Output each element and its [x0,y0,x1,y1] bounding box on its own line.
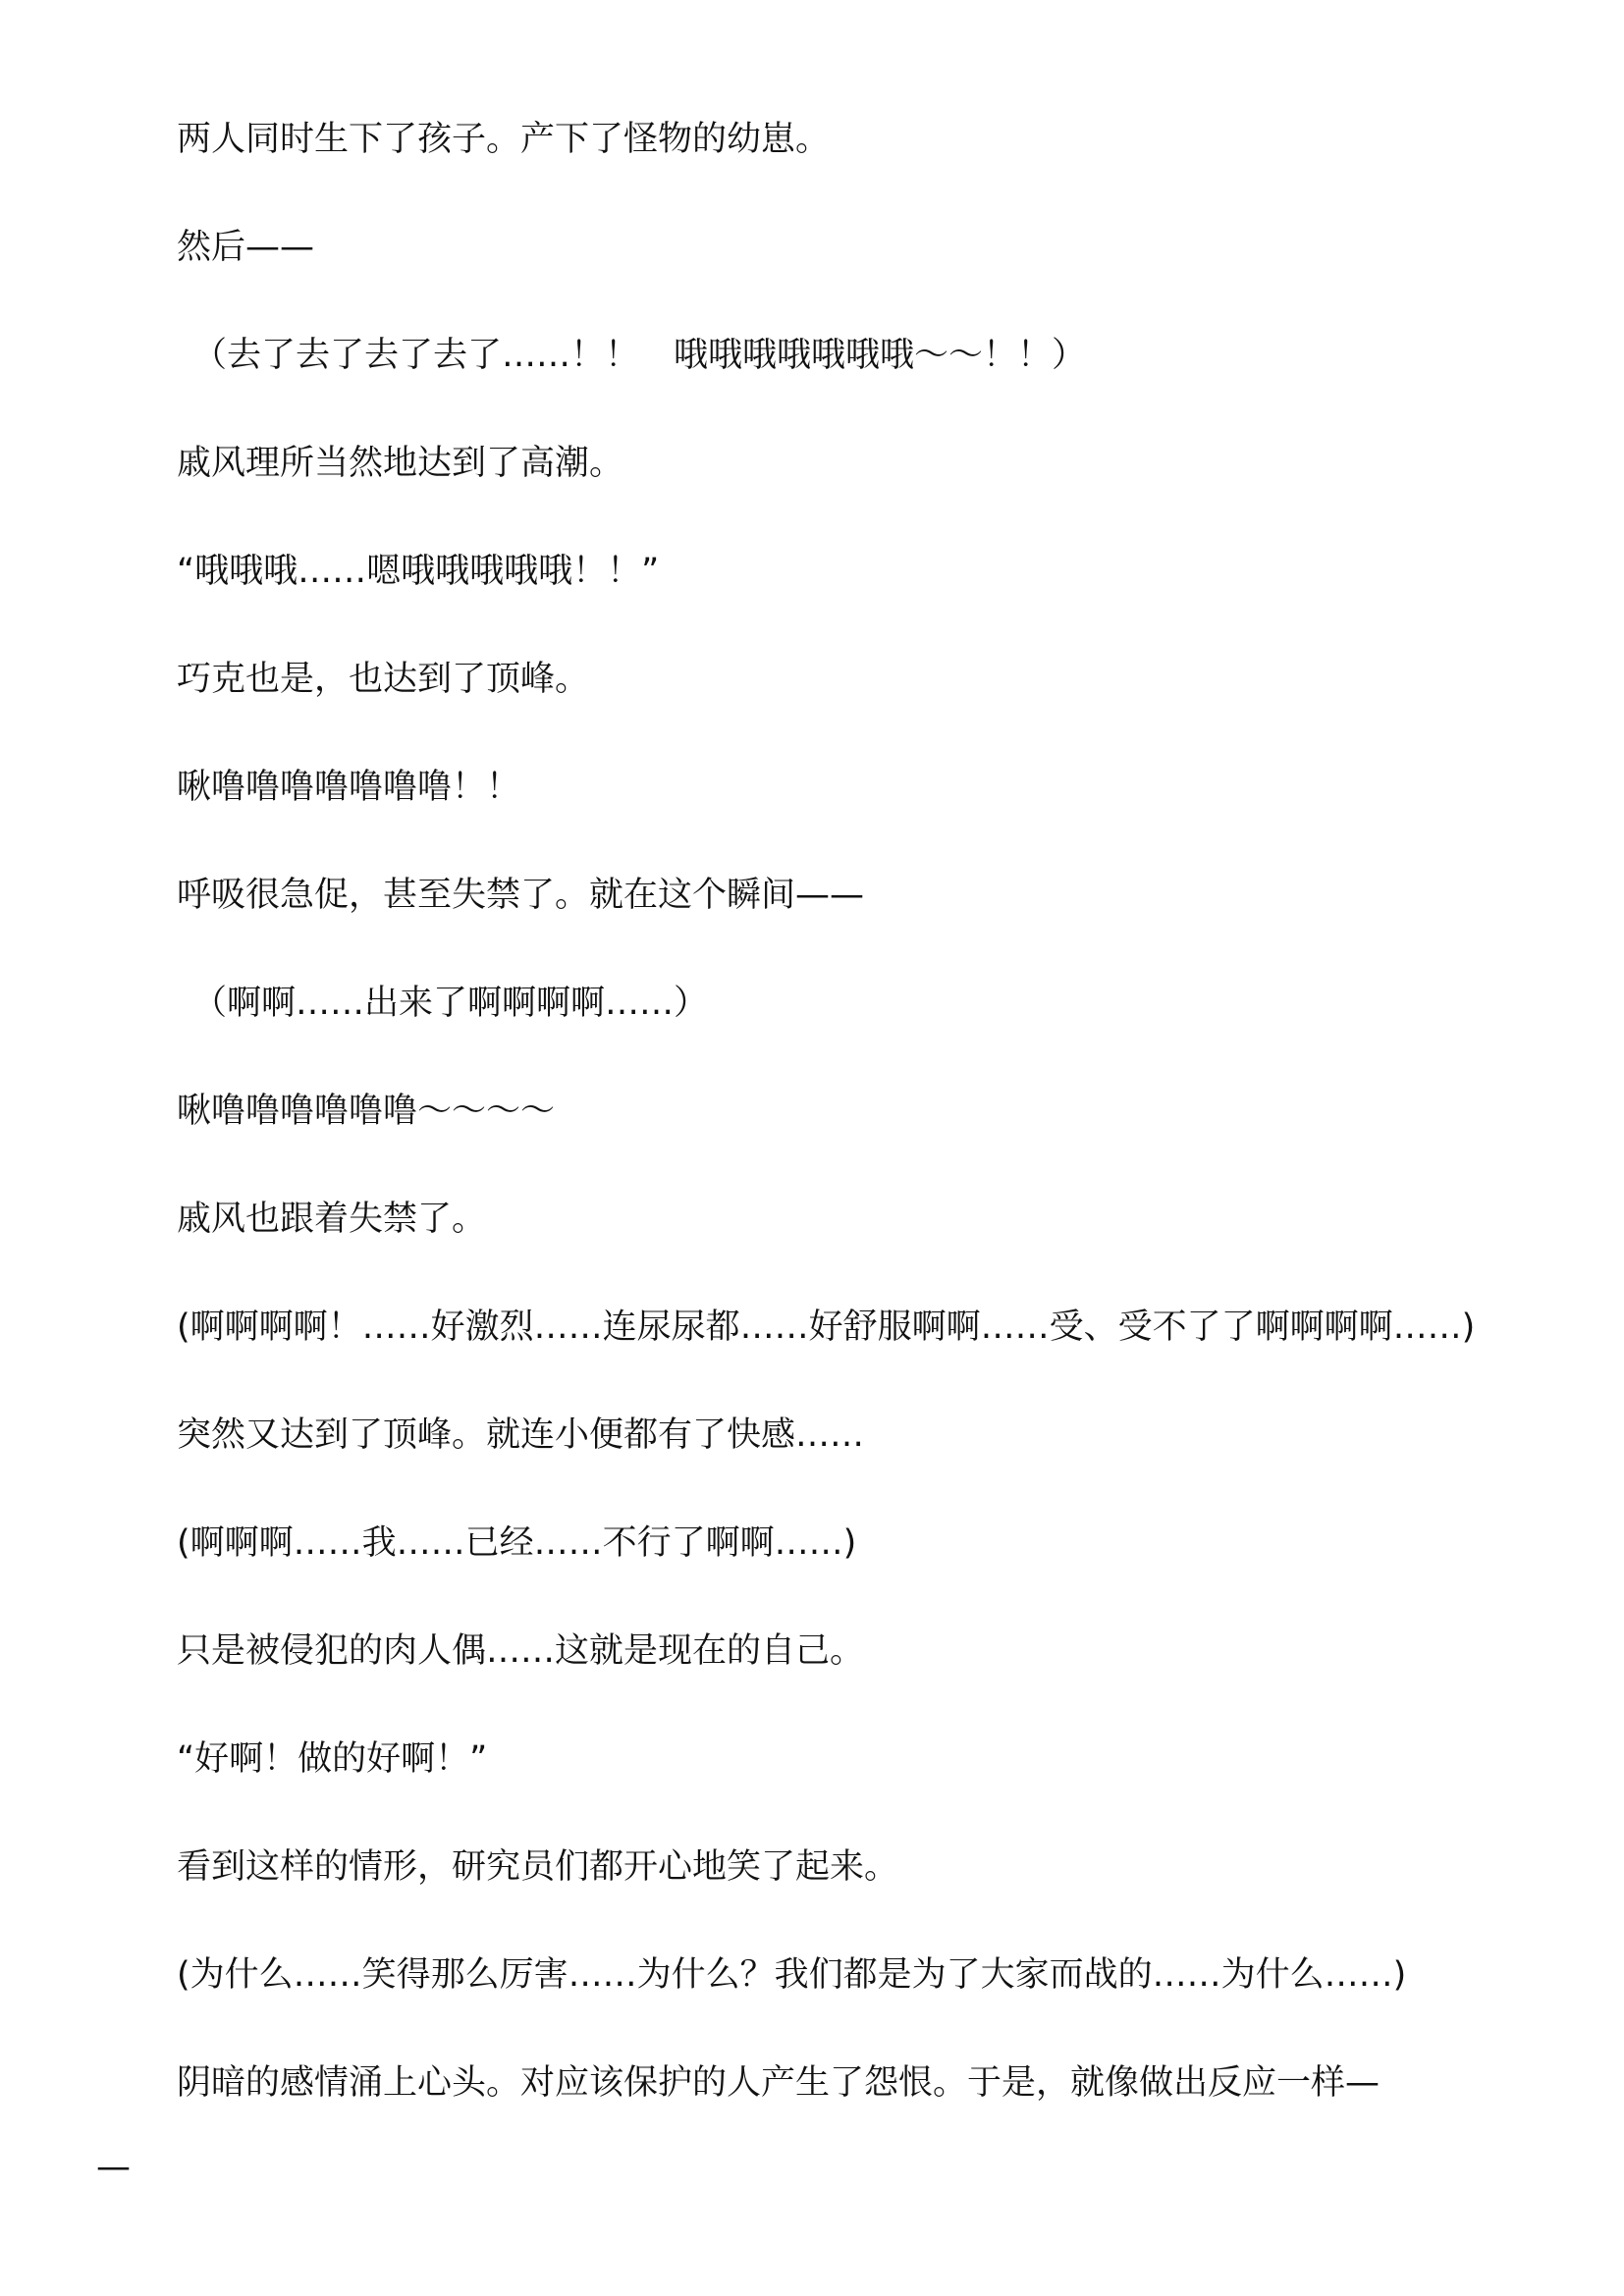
text-line-2: 然后—— [177,228,315,267]
text-line-18: (为什么……笑得那么厉害……为什么？我们都是为了大家而战的……为什么……) [177,1955,1407,1995]
text-line-6: 巧克也是，也达到了顶峰。 [177,660,590,699]
text-line-4: 戚风理所当然地达到了高潮。 [177,444,624,483]
text-line-11: 戚风也跟着失禁了。 [177,1200,487,1239]
text-line-16: “好啊！做的好啊！” [177,1739,488,1779]
text-line-12: (啊啊啊啊！……好激烈……连尿尿都……好舒服啊啊……受、受不了了啊啊啊啊……) [177,1308,1476,1347]
text-line-13: 突然又达到了顶峰。就连小便都有了快感…… [177,1415,865,1455]
text-line-1: 两人同时生下了孩子。产下了怪物的幼崽。 [177,120,831,159]
text-line-9: （啊啊……出来了啊啊啊啊……） [192,984,709,1023]
text-line-8: 呼吸很急促，甚至失禁了。就在这个瞬间—— [177,876,865,915]
wrapped-dash: — [96,2148,131,2187]
text-line-10: 啾噜噜噜噜噜噜～～～～ [177,1092,556,1131]
text-line-19: 阴暗的感情涌上心头。对应该保护的人产生了怨恨。于是，就像做出反应一样— [177,2063,1380,2103]
text-line-17: 看到这样的情形，研究员们都开心地笑了起来。 [177,1847,899,1887]
text-line-5: “哦哦哦……嗯哦哦哦哦哦！！” [177,552,660,591]
text-line-7: 啾噜噜噜噜噜噜噜！！ [177,768,521,807]
text-line-15: 只是被侵犯的肉人偶……这就是现在的自己。 [177,1631,865,1671]
text-line-14: (啊啊啊……我……已经……不行了啊啊……) [177,1523,857,1563]
text-line-3: （去了去了去了去了……！！ 哦哦哦哦哦哦哦～～！！） [192,336,1087,375]
